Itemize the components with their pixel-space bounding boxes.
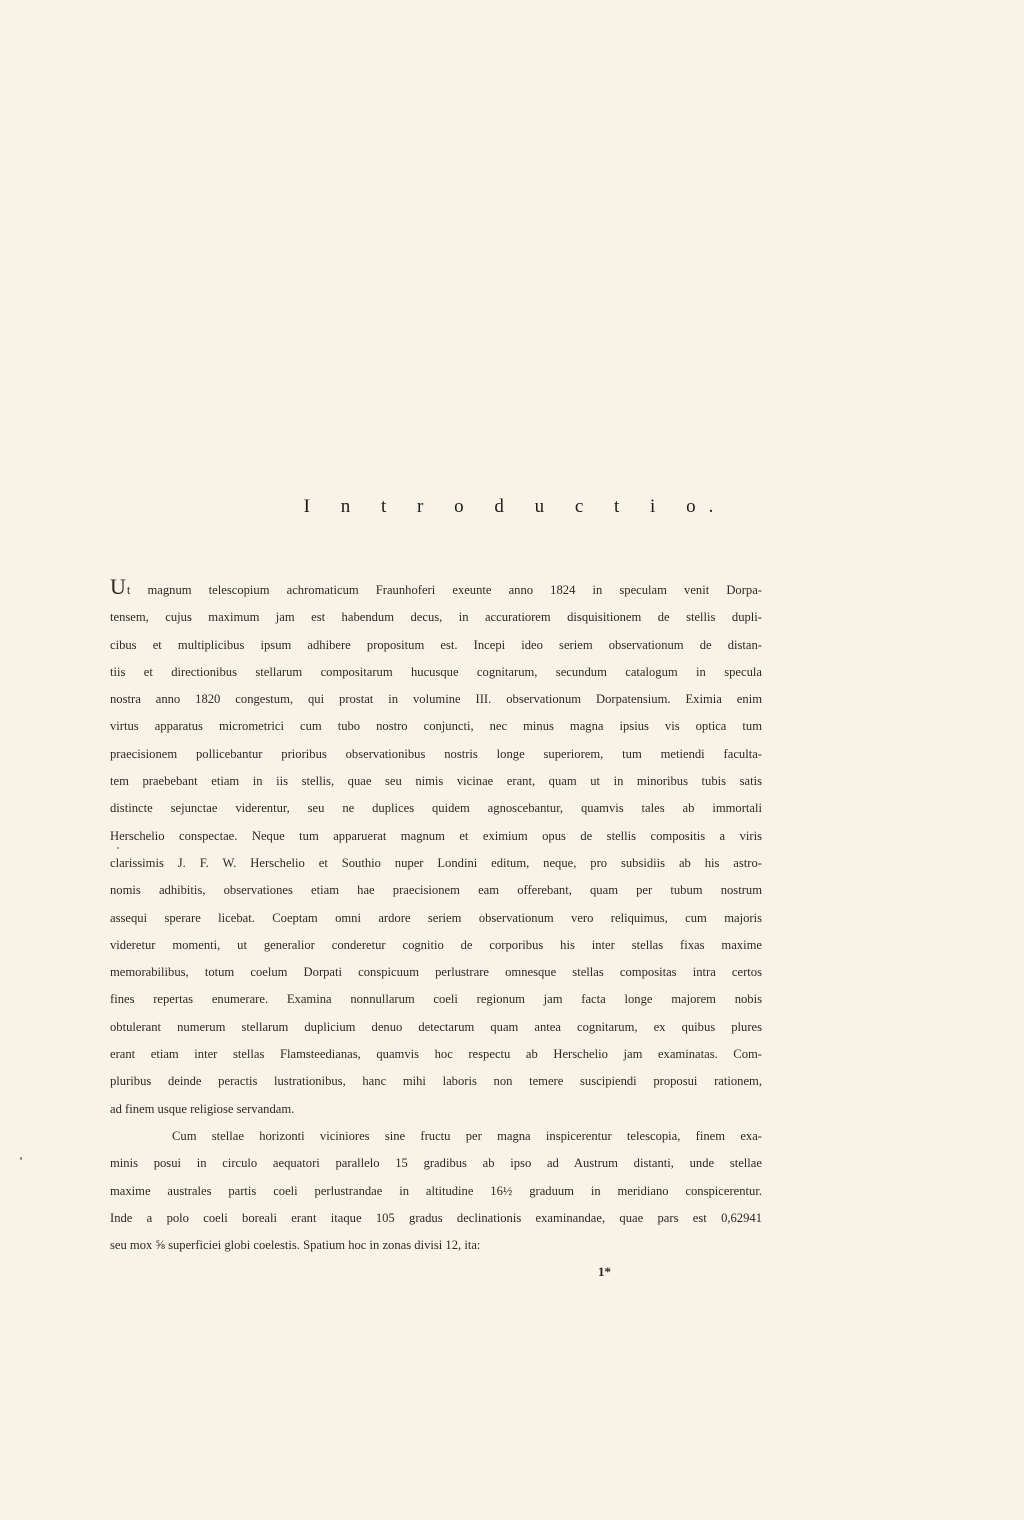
text-line: obtulerant numerum stellarum duplicium denuo detectarum quam antea cognitarum, ex quibus plures	[110, 1019, 762, 1034]
paragraph-1	[110, 576, 762, 1123]
text-line: tensem, cujus maximum jam est habendum decus, in accuratiorem disquisitionem de stellis dupli-	[110, 610, 762, 625]
text-line: videretur momenti, ut generalior conderetur cognitio de corporibus his inter stellas fixas maxime	[110, 937, 762, 952]
text-line: Herschelio conspectae. Neque tum apparuerat magnum et eximium opus de stellis compositis a viris	[110, 828, 762, 843]
paper-speck	[117, 847, 119, 849]
page-title: I n t r o d u c t i o.	[303, 496, 727, 517]
text-line: pluribus deinde peractis lustrationibus, hanc mihi laboris non temere suscipiendi proposui rationem,	[110, 1074, 762, 1089]
text-line: Ut magnum telescopium achromaticum Fraunhoferi exeunte anno 1824 in speculam venit Dorpa-	[110, 574, 762, 599]
text-line: nostra anno 1820 congestum, qui prostat in volumine III. observationum Dorpatensium. Eximia enim	[110, 692, 762, 707]
text-line: Inde a polo coeli boreali erant itaque 105 gradus declinationis examinandae, quae pars est 0,62941	[110, 1210, 762, 1225]
text-line: Cum stellae horizonti viciniores sine fructu per magna inspicerentur telescopia, finem exa-	[172, 1128, 762, 1143]
text-line: tem praebebant etiam in iis stellis, quae seu nimis vicinae erant, quam ut in minoribus tubis satis	[110, 774, 762, 789]
body-text	[110, 576, 762, 1259]
text-line: ad finem usque religiose servandam.	[110, 1101, 295, 1116]
text-line: cibus et multiplicibus ipsum adhibere propositum est. Incepi ideo seriem observationum de distan-	[110, 637, 762, 652]
text-line: clarissimis J. F. W. Herschelio et Southio nuper Londini editum, neque, pro subsidiis ab his astro-	[110, 855, 762, 870]
text-line: nomis adhibitis, observationes etiam hae praecisionem eam offerebant, quam per tubum nostrum	[110, 883, 762, 898]
text-line: praecisionem pollicebantur prioribus observationibus nostris longe superiorem, tum metiendi faculta-	[110, 746, 762, 761]
text-line: memorabilibus, totum coelum Dorpati conspicuum perlustrare omnesque stellas compositas intra certos	[110, 965, 762, 980]
text-line: fines repertas enumerare. Examina nonnullarum coeli regionum jam facta longe majorem nobis	[110, 992, 762, 1007]
text-line: seu mox ⅝ superficiei globi coelestis. Spatium hoc in zonas divisi 12, ita:	[110, 1238, 481, 1253]
text-line: tiis et directionibus stellarum compositarum hucusque cognitarum, secundum catalogum in specula	[110, 664, 762, 679]
text-line: virtus apparatus micrometrici cum tubo nostro conjuncti, nec minus magna ipsius vis optica tum	[110, 719, 762, 734]
text-line: distincte sejunctae viderentur, seu ne duplices quidem agnoscebantur, quamvis tales ab immortali	[110, 801, 762, 816]
text-line: maxime australes partis coeli perlustrandae in altitudine 16½ graduum in meridiano conspicerentur.	[110, 1183, 762, 1198]
text-line: erant etiam inter stellas Flamsteedianas, quamvis hoc respectu ab Herschelio jam examinatas. Com-	[110, 1047, 762, 1062]
paper-speck	[20, 1157, 22, 1160]
text-line: minis posui in circulo aequatori parallelo 15 gradibus ab ipso ad Austrum distanti, unde stellae	[110, 1156, 762, 1171]
drop-cap: U	[110, 574, 126, 599]
signature-mark: 1*	[598, 1264, 611, 1279]
paragraph-2	[110, 1123, 762, 1259]
text-line: assequi sperare licebat. Coeptam omni ardore seriem observationum vero reliquimus, cum majoris	[110, 910, 762, 925]
